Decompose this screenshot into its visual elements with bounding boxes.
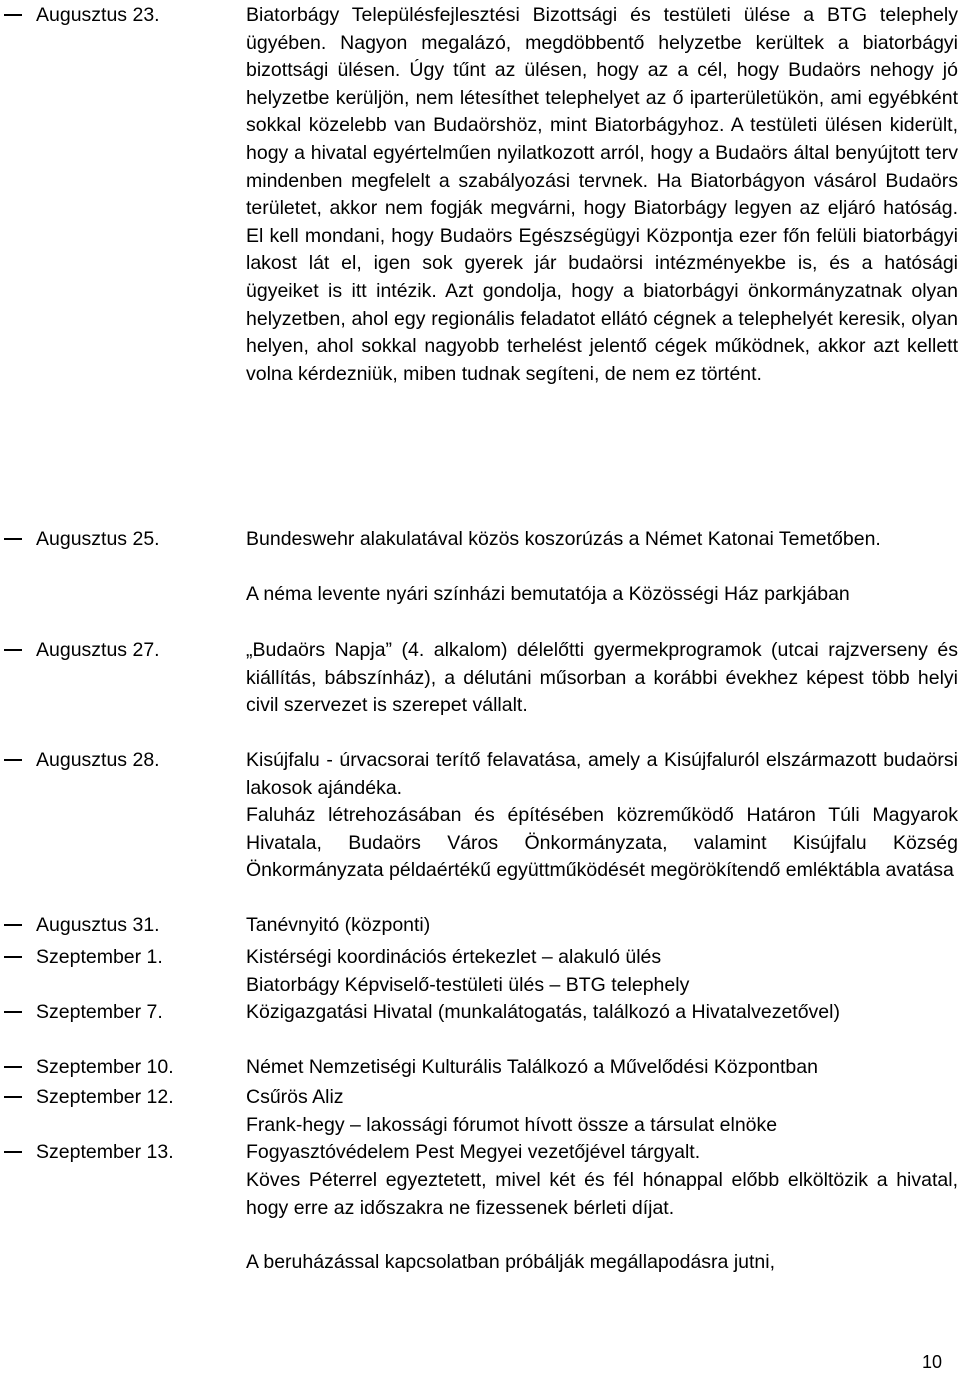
dash-bullet-icon xyxy=(4,1011,22,1013)
entry-date-label: Szeptember 13. xyxy=(36,1141,174,1163)
entry-date-label: Augusztus 31. xyxy=(36,914,160,936)
entry-paragraph: Kistérségi koordinációs értekezlet – alakuló ülés xyxy=(246,946,662,968)
entry-paragraph: Bundeswehr alakulatával közös koszorúzás a Német Katonai Temetőben. xyxy=(246,528,881,550)
entry-date-label: Augusztus 27. xyxy=(36,639,160,661)
entry-date xyxy=(0,912,240,940)
dash-bullet-icon xyxy=(4,1151,22,1153)
entry-paragraph: Faluház létrehozásában és építésében közreműködő Határon Túli Magyarok Hivatala, Budaörs Város Önkormányzata, valamint Kisújfalu Község Önkormányzata példaértékű együttműködését megörökítendő emléktábla avatása xyxy=(246,804,958,882)
schedule-entry xyxy=(0,637,960,720)
entry-date xyxy=(0,747,240,775)
entry-body xyxy=(246,1054,958,1082)
schedule-entry xyxy=(0,2,960,388)
dash-bullet-icon xyxy=(4,538,22,540)
entry-paragraph: Német Nemzetiségi Kulturális Találkozó a Művelődési Központban xyxy=(246,1056,818,1078)
entry-paragraph: Tanévnyitó (központi) xyxy=(246,914,431,936)
entry-date-label: Szeptember 10. xyxy=(36,1056,174,1078)
dash-bullet-icon xyxy=(4,649,22,651)
entry-date-label: Szeptember 12. xyxy=(36,1086,174,1108)
entry-body xyxy=(246,912,958,940)
entry-date xyxy=(0,1084,240,1112)
entry-paragraph: Közigazgatási Hivatal (munkalátogatás, találkozó a Hivatalvezetővel) xyxy=(246,1001,840,1023)
entry-date-label: Szeptember 7. xyxy=(36,1001,163,1023)
dash-bullet-icon xyxy=(4,14,22,16)
entry-date-label: Augusztus 25. xyxy=(36,528,160,550)
entry-body xyxy=(246,637,958,720)
entry-date xyxy=(0,999,240,1027)
entry-paragraph: Fogyasztóvédelem Pest Megyei vezetőjével tárgyalt. xyxy=(246,1141,701,1163)
entry-date xyxy=(0,1139,240,1167)
entry-paragraph: Biatorbágy Településfejlesztési Bizottsági és testületi ülése a BTG telephely ügyében. Nagyon megalázó, megdöbbentő helyzetbe kerültek a biatorbágyi bizottsági ülésen. Úgy tűnt az ülésen, hogy az a cél, hogy Budaörs nehogy jó helyzetbe kerüljön, nem létesíthet telephelyet az ő iparterületükön, ami egyébként sokkal közelebb van Budaörshöz, mint Biatorbágyhoz. A testületi ülésen kiderült, hogy a hivatal egyértelműen nyilatkozott arról, hogy a Budaörs által benyújtott terv mindenben megfelelt a szabályozási tervnek. Ha Biatorbágyon vásárol Budaörs területet, akkor nem fogják megvárni, hogy Biatorbágy legyen az eljáró hatóság. El kell mondani, hogy Budaörs Egészségügyi Központja ezer főn felüli biatorbágyi lakost lát el, igen sok gyerek jár budaörsi intézményekbe is, és a hatósági ügyeiket is itt intézik. Azt gondolja, hogy a biatorbágyi önkormányzatnak olyan helyzetben, ahol egy regionális feladatot ellátó cégnek a telephelyét keresik, olyan helyen, ahol sokkal nagyobb terhelést jelentő cégek működnek, akkor azt kellett volna kérdezniük, miben tudnak segíteni, de nem ez történt. xyxy=(246,4,958,385)
schedule-entry xyxy=(0,912,960,940)
dash-bullet-icon xyxy=(4,924,22,926)
entry-date-label: Augusztus 23. xyxy=(36,4,160,26)
entry-paragraph: A néma levente nyári színházi bemutatója a Közösségi Ház parkjában xyxy=(246,583,850,605)
dash-bullet-icon xyxy=(4,759,22,761)
dash-bullet-icon xyxy=(4,956,22,958)
entry-body xyxy=(246,999,958,1027)
entry-date xyxy=(0,944,240,972)
entry-date xyxy=(0,637,240,665)
entry-date xyxy=(0,526,240,554)
schedule-entry xyxy=(0,1054,960,1082)
dash-bullet-icon xyxy=(4,1066,22,1068)
entry-paragraph: Csűrös Aliz xyxy=(246,1086,344,1108)
entry-paragraph: A beruházással kapcsolatban próbálják megállapodásra jutni, xyxy=(246,1251,776,1273)
entry-paragraph: Biatorbágy Képviselő-testületi ülés – BTG telephely xyxy=(246,974,690,996)
entry-paragraph: Kisújfalu - úrvacsorai terítő felavatása, amely a Kisújfaluról elszármazott budaörsi lakosok ajándéka. xyxy=(246,749,958,799)
entry-paragraph: Frank-hegy – lakossági fórumot hívott össze a társulat elnöke xyxy=(246,1114,778,1136)
dash-bullet-icon xyxy=(4,1096,22,1098)
entry-paragraph: Köves Péterrel egyeztetett, mivel két és fél hónappal előbb elköltözik a hivatal, hogy erre az időszakra ne fizessenek bérleti díjat. xyxy=(246,1169,958,1219)
entry-date-label: Szeptember 1. xyxy=(36,946,163,968)
entry-date xyxy=(0,1054,240,1082)
schedule-entry xyxy=(0,999,960,1027)
entry-body xyxy=(246,2,958,388)
page-number: 10 xyxy=(921,1352,942,1372)
entry-date xyxy=(0,2,240,30)
entry-paragraph: „Budaörs Napja” (4. alkalom) délelőtti gyermekprogramok (utcai rajzverseny és kiállítás, bábszínház), a délutáni műsorban a korábbi évekhez képest több helyi civil szervezet is szerepet vállalt. xyxy=(246,639,958,717)
entry-date-label: Augusztus 28. xyxy=(36,749,160,771)
